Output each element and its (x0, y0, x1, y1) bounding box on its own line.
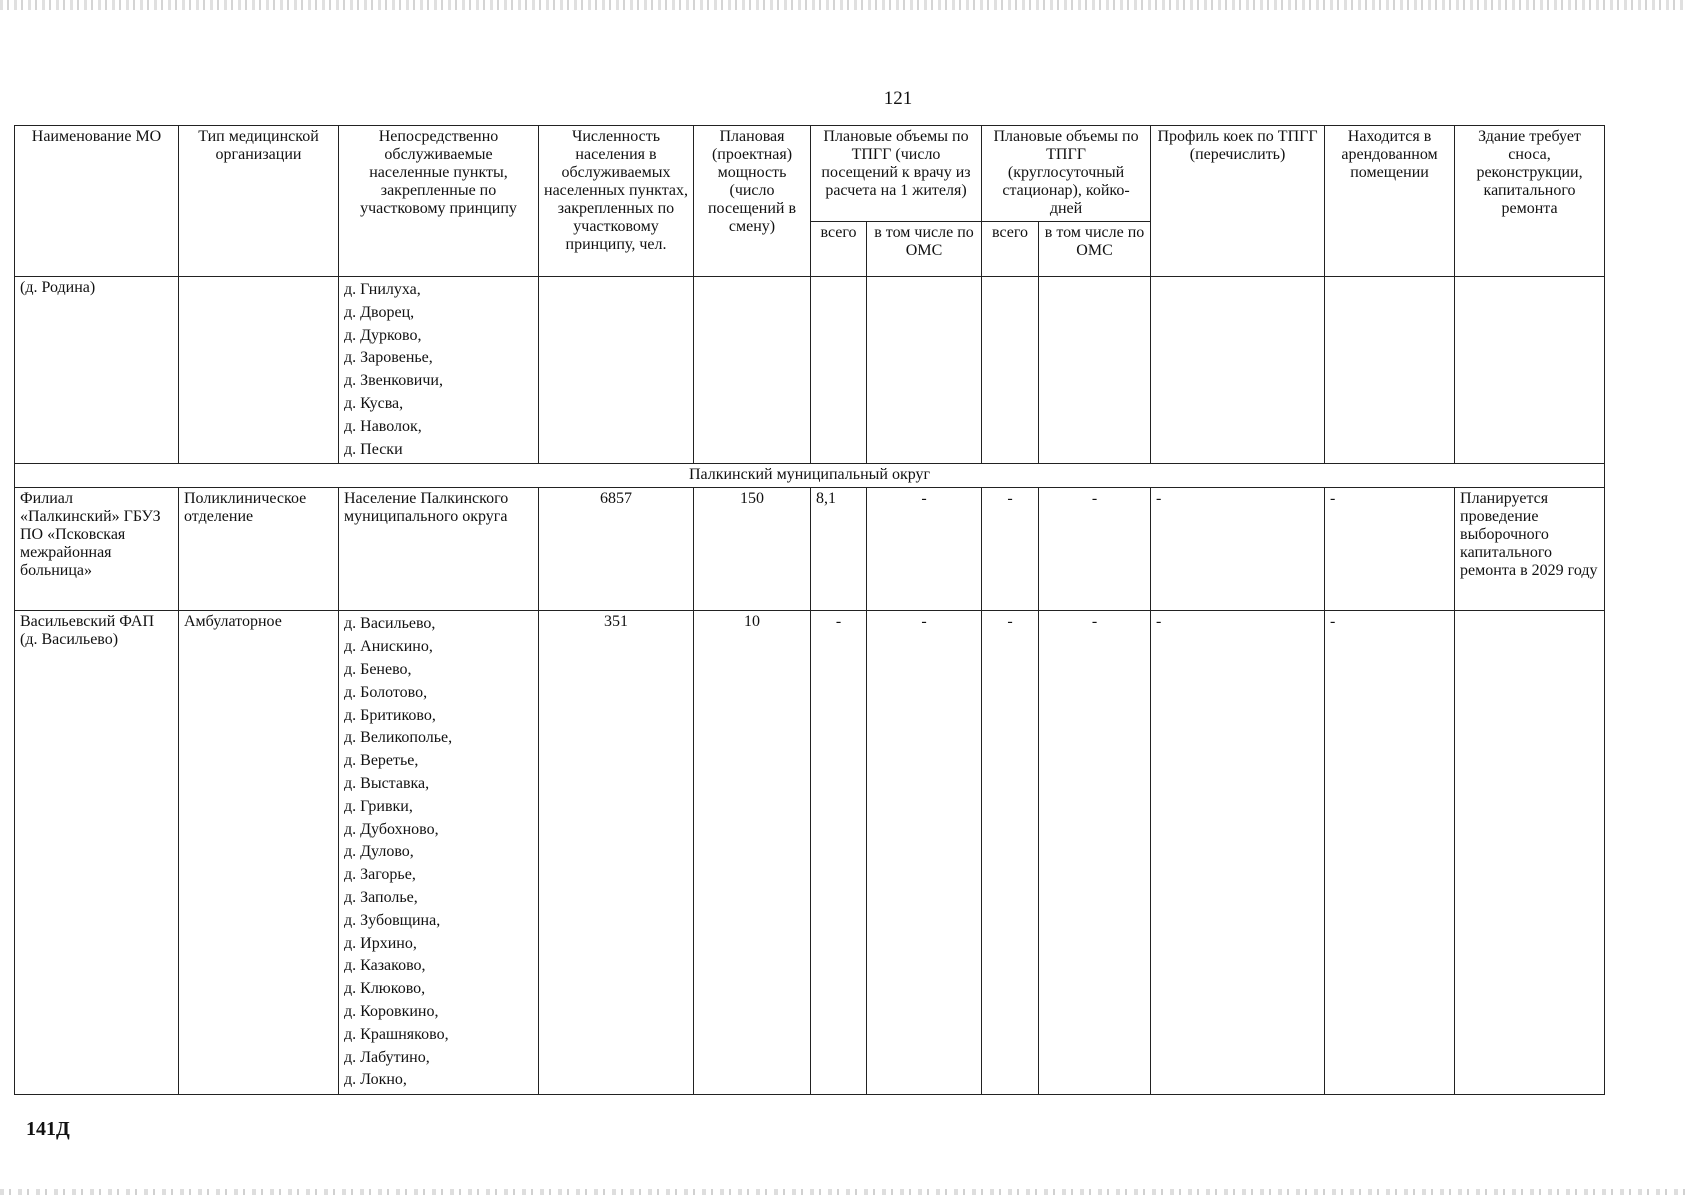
settlement-item: д. Заровенье, (344, 349, 433, 367)
settlement-item: д. Локно, (344, 1071, 407, 1089)
cell-rented (1325, 277, 1455, 464)
settlement-item: д. Дворец, (344, 303, 415, 321)
cell-type (179, 277, 339, 464)
settlement-item: д. Коровкино, (344, 1002, 439, 1020)
cell-building (1455, 611, 1605, 1095)
cell-building (1455, 277, 1605, 464)
settlement-item: д. Васильево, (344, 615, 436, 633)
settlement-item: д. Бритиково, (344, 706, 436, 724)
cell-type: Амбулаторное (179, 611, 339, 1095)
cell-visits-total: 8,1 (811, 488, 867, 611)
header-hosp-oms: в том числе по ОМС (1039, 222, 1151, 277)
cell-capacity: 150 (694, 488, 811, 611)
cell-visits-oms: - (867, 488, 982, 611)
header-bed-profile: Профиль коек по ТПГГ (перечислить) (1151, 126, 1325, 277)
header-tpgg-hospital: Плановые объемы по ТПГГ (круглосуточный стационар), койко-дней (982, 126, 1151, 222)
settlement-item: д. Великополье, (344, 729, 453, 747)
header-visits-total: всего (811, 222, 867, 277)
settlement-item: д. Дубохново, (344, 820, 439, 838)
cell-visits-total: - (811, 611, 867, 1095)
settlement-item: д. Дурково, (344, 326, 422, 344)
page-number: 121 (883, 88, 913, 109)
cell-bed-profile: - (1151, 611, 1325, 1095)
cell-population (539, 277, 694, 464)
cell-hosp-total: - (982, 488, 1039, 611)
cell-rented: - (1325, 488, 1455, 611)
scan-edge-top (0, 0, 1686, 10)
settlement-item: д. Кусва, (344, 394, 404, 412)
settlement-item: д. Казаково, (344, 957, 426, 975)
settlement-item: д. Веретье, (344, 752, 419, 770)
header-population: Численность населения в обслуживаемых населенных пунктах, закрепленных по участковому принципу, чел. (539, 126, 694, 277)
cell-population: 6857 (539, 488, 694, 611)
cell-capacity (694, 277, 811, 464)
cell-name: (д. Родина) (15, 277, 179, 464)
medical-organizations-table (14, 125, 1605, 1095)
settlement-item: д. Наволок, (344, 417, 422, 435)
table-row-continuation (15, 277, 1605, 464)
cell-settlements (339, 277, 539, 464)
settlement-item: д. Ирхино, (344, 934, 417, 952)
settlement-item: д. Клюково, (344, 980, 426, 998)
header-settlements: Непосредственно обслуживаемые населенные пункты, закрепленные по участковому принципу (339, 126, 539, 277)
cell-hosp-total: - (982, 611, 1039, 1095)
cell-type: Поликлиническое отделение (179, 488, 339, 611)
settlement-item: д. Звенковичи, (344, 372, 443, 390)
cell-bed-profile (1151, 277, 1325, 464)
header-name-mo: Наименование МО (15, 126, 179, 277)
settlement-item: д. Гнилуха, (344, 281, 421, 298)
settlement-item: д. Заполье, (344, 888, 418, 906)
cell-hosp-total (982, 277, 1039, 464)
cell-population: 351 (539, 611, 694, 1095)
cell-visits-total (811, 277, 867, 464)
settlement-item: д. Гривки, (344, 797, 413, 815)
cell-rented: - (1325, 611, 1455, 1095)
header-row (15, 126, 1605, 222)
settlement-item: д. Лабутино, (344, 1048, 430, 1066)
header-building: Здание требует сноса, реконструкции, капитального ремонта (1455, 126, 1605, 277)
cell-visits-oms (867, 277, 982, 464)
settlement-item: д. Анискино, (344, 638, 433, 656)
settlement-item: д. Болотово, (344, 683, 428, 701)
settlement-item: д. Бенево, (344, 660, 412, 678)
cell-hosp-oms (1039, 277, 1151, 464)
cell-name: Филиал «Палкинский» ГБУЗ ПО «Псковская межрайонная больница» (15, 488, 179, 611)
table-row (15, 488, 1605, 611)
cell-building: Планируется проведение выборочного капитального ремонта в 2029 году (1455, 488, 1605, 611)
settlement-item: д. Зубовщина, (344, 911, 441, 929)
table-row (15, 611, 1605, 1095)
cell-name: Васильевский ФАП (д. Васильево) (15, 611, 179, 1095)
cell-settlements (339, 611, 539, 1095)
section-row (15, 464, 1605, 488)
settlement-item: д. Крашняково, (344, 1025, 449, 1043)
header-capacity: Плановая (проектная) мощность (число посещений в смену) (694, 126, 811, 277)
header-org-type: Тип медицинской организации (179, 126, 339, 277)
cell-hosp-oms: - (1039, 488, 1151, 611)
header-visits-oms: в том числе по ОМС (867, 222, 982, 277)
cell-settlements: Население Палкинского муниципального округа (339, 488, 539, 611)
header-tpgg-visits: Плановые объемы по ТПГГ (число посещений к врачу из расчета на 1 жителя) (811, 126, 982, 222)
cell-bed-profile: - (1151, 488, 1325, 611)
settlement-item: д. Дулово, (344, 843, 414, 861)
document-code: 141Д (26, 1118, 70, 1140)
cell-hosp-oms: - (1039, 611, 1151, 1095)
header-rented: Находится в арендованном помещении (1325, 126, 1455, 277)
section-title: Палкинский муниципальный округ (15, 464, 1605, 488)
cell-capacity: 10 (694, 611, 811, 1095)
settlement-item: д. Загорье, (344, 866, 416, 884)
scan-edge-bottom (0, 1189, 1686, 1195)
header-hosp-total: всего (982, 222, 1039, 277)
settlement-item: д. Выставка, (344, 774, 430, 792)
settlement-item: д. Пески (344, 440, 403, 458)
cell-visits-oms: - (867, 611, 982, 1095)
